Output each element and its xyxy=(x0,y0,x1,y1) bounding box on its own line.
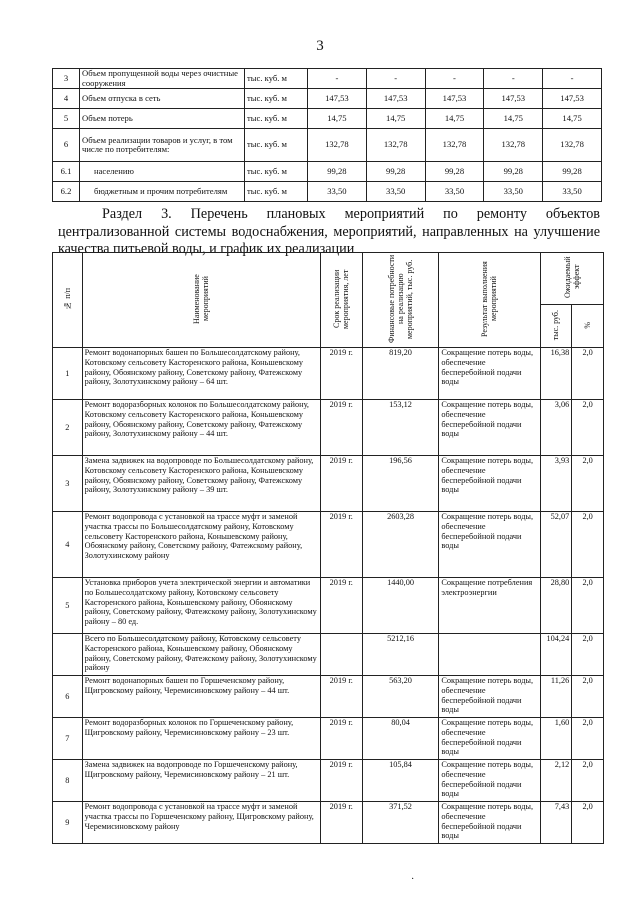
row-value: 99,28 xyxy=(484,162,543,182)
row-percent: 2,0 xyxy=(572,348,604,400)
row-value: - xyxy=(308,69,367,89)
table-row xyxy=(53,718,604,760)
row-unit: тыс. куб. м xyxy=(245,109,308,129)
row-percent: 2,0 xyxy=(572,512,604,578)
row-percent: 2,0 xyxy=(572,760,604,802)
header-effect-pct: % xyxy=(572,304,604,347)
section-heading: Раздел 3. Перечень плановых мероприятий по ремонту объектов централизованной системы водоснабжения, мероприятий, направленных на улучшение качества питьевой воды, и график их реализации xyxy=(58,206,600,257)
header-no: № п/п xyxy=(53,253,83,348)
header-name: Наименование мероприятий xyxy=(82,253,320,348)
table-row xyxy=(53,512,604,578)
row-number: 3 xyxy=(53,69,80,89)
row-value: 147,53 xyxy=(308,89,367,109)
row-value: 14,75 xyxy=(484,109,543,129)
row-cost: 196,56 xyxy=(362,456,439,512)
row-percent: 2,0 xyxy=(572,676,604,718)
row-term: 2019 г. xyxy=(320,718,362,760)
row-effect: 28,80 xyxy=(540,578,572,634)
row-value: 14,75 xyxy=(425,109,484,129)
row-number: 6 xyxy=(53,129,80,162)
row-value: - xyxy=(425,69,484,89)
row-term: 2019 г. xyxy=(320,760,362,802)
plan-table xyxy=(52,252,604,844)
header-effect-rub: тыс. руб. xyxy=(540,304,572,347)
row-name: Объем потерь xyxy=(80,109,245,129)
row-result: Сокращение потерь воды, обеспечение бесперебойной подачи воды xyxy=(439,802,540,844)
row-cost: 563,20 xyxy=(362,676,439,718)
row-value: 99,28 xyxy=(543,162,602,182)
row-value: 99,28 xyxy=(366,162,425,182)
header-effect: Ожидаемый эффект xyxy=(540,253,603,305)
row-value: 33,50 xyxy=(484,182,543,202)
row-effect: 2,12 xyxy=(540,760,572,802)
row-value: 132,78 xyxy=(366,129,425,162)
row-percent: 2,0 xyxy=(572,456,604,512)
row-percent: 2,0 xyxy=(572,400,604,456)
row-activity: Ремонт водопровода с установкой на трассе муфт и заменой участка трассы по Большесолдатскому району, Котовскому сельсовету Касторенского района, Коньшевскому району, Обоянскому району, Советскому району, Фатежскому району, Золотухинскому району xyxy=(82,512,320,578)
row-number: 5 xyxy=(53,578,83,634)
table-row xyxy=(53,182,602,202)
table-row xyxy=(53,109,602,129)
row-name: Объем реализации товаров и услуг, в том числе по потребителям: xyxy=(80,129,245,162)
row-result: Сокращение потерь воды, обеспечение бесперебойной подачи воды xyxy=(439,718,540,760)
row-percent: 2,0 xyxy=(572,718,604,760)
row-number: 5 xyxy=(53,109,80,129)
table-row xyxy=(53,69,602,89)
row-value: 14,75 xyxy=(308,109,367,129)
scan-dot: · xyxy=(411,874,415,885)
table-row xyxy=(53,89,602,109)
row-percent: 2,0 xyxy=(572,802,604,844)
row-activity: Ремонт водопровода с установкой на трассе муфт и заменой участка трассы по Горшеченскому району, Щигровскому району, Черемисиновскому району xyxy=(82,802,320,844)
row-number xyxy=(53,634,83,676)
row-result: Сокращение потерь воды, обеспечение бесперебойной подачи воды xyxy=(439,400,540,456)
row-term xyxy=(320,634,362,676)
row-activity: Ремонт водоразборных колонок по Большесолдатскому району, Котовскому сельсовету Касторенского района, Коньшевскому району, Обоянскому району, Советскому району, Фатежскому району, Золотухинскому району – 44 шт. xyxy=(82,400,320,456)
row-cost: 1440,00 xyxy=(362,578,439,634)
row-value: 14,75 xyxy=(543,109,602,129)
table-row xyxy=(53,676,604,718)
row-term: 2019 г. xyxy=(320,512,362,578)
table-row xyxy=(53,578,604,634)
row-effect: 1,60 xyxy=(540,718,572,760)
row-percent: 2,0 xyxy=(572,634,604,676)
row-unit: тыс. куб. м xyxy=(245,69,308,89)
row-cost: 153,12 xyxy=(362,400,439,456)
balance-table xyxy=(52,68,602,202)
row-cost: 105,84 xyxy=(362,760,439,802)
row-term: 2019 г. xyxy=(320,802,362,844)
row-number: 3 xyxy=(53,456,83,512)
row-activity: Ремонт водонапорных башен по Горшеченскому району, Щигровскому району, Черемисиновскому району – 44 шт. xyxy=(82,676,320,718)
row-number: 4 xyxy=(53,512,83,578)
row-value: 33,50 xyxy=(543,182,602,202)
table-row xyxy=(53,162,602,182)
row-value: - xyxy=(484,69,543,89)
row-result: Сокращение потерь воды, обеспечение бесперебойной подачи воды xyxy=(439,512,540,578)
row-value: 99,28 xyxy=(308,162,367,182)
page-number: 3 xyxy=(316,38,324,54)
row-term: 2019 г. xyxy=(320,578,362,634)
row-number: 6.1 xyxy=(53,162,80,182)
row-value: 33,50 xyxy=(425,182,484,202)
row-value: 132,78 xyxy=(543,129,602,162)
table-row xyxy=(53,400,604,456)
row-value: 132,78 xyxy=(425,129,484,162)
row-effect: 16,38 xyxy=(540,348,572,400)
row-effect: 52,07 xyxy=(540,512,572,578)
row-unit: тыс. куб. м xyxy=(245,89,308,109)
row-result: Сокращение потерь воды, обеспечение бесперебойной подачи воды xyxy=(439,456,540,512)
row-cost: 5212,16 xyxy=(362,634,439,676)
row-value: 33,50 xyxy=(308,182,367,202)
row-term: 2019 г. xyxy=(320,400,362,456)
row-effect: 7,43 xyxy=(540,802,572,844)
row-value: 147,53 xyxy=(543,89,602,109)
header-term: Срок реализации мероприятия, лет xyxy=(320,253,362,348)
row-name: Объем пропущенной воды через очистные сооружения xyxy=(80,69,245,89)
table-row xyxy=(53,129,602,162)
row-value: - xyxy=(366,69,425,89)
row-number: 6.2 xyxy=(53,182,80,202)
row-activity: Ремонт водоразборных колонок по Горшеченскому району, Щигровскому району, Черемисиновскому району – 23 шт. xyxy=(82,718,320,760)
row-value: 14,75 xyxy=(366,109,425,129)
row-cost: 80,04 xyxy=(362,718,439,760)
row-effect: 3,93 xyxy=(540,456,572,512)
row-name: Объем отпуска в сеть xyxy=(80,89,245,109)
row-cost: 2603,28 xyxy=(362,512,439,578)
row-result: Сокращение потерь воды, обеспечение бесперебойной подачи воды xyxy=(439,760,540,802)
row-value: 147,53 xyxy=(484,89,543,109)
row-term: 2019 г. xyxy=(320,676,362,718)
row-name: бюджетным и прочим потребителям xyxy=(80,182,245,202)
row-term: 2019 г. xyxy=(320,348,362,400)
row-effect: 104,24 xyxy=(540,634,572,676)
row-number: 4 xyxy=(53,89,80,109)
row-value: 132,78 xyxy=(308,129,367,162)
header-row xyxy=(53,253,604,305)
row-unit: тыс. куб. м xyxy=(245,129,308,162)
row-cost: 819,20 xyxy=(362,348,439,400)
table-row xyxy=(53,760,604,802)
row-unit: тыс. куб. м xyxy=(245,182,308,202)
row-unit: тыс. куб. м xyxy=(245,162,308,182)
row-result: Сокращение потерь воды, обеспечение бесперебойной подачи воды xyxy=(439,676,540,718)
row-activity: Установка приборов учета электрической энергии и автоматики по Большесолдатскому району, Котовскому сельсовету Касторенского района, Коньшевскому району, Обоянскому району, Советскому району, Фатежскому району, Золотухинскому району – 80 ед. xyxy=(82,578,320,634)
table-row xyxy=(53,348,604,400)
row-name: населению xyxy=(80,162,245,182)
header-cost: Финансовые потребности на реализацию мероприятий, тыс. руб. xyxy=(362,253,439,348)
row-number: 7 xyxy=(53,718,83,760)
row-activity: Всего по Большесолдатскому району, Котовскому сельсовету Касторенского района, Коньшевскому району, Обоянскому району, Советскому району, Фатежскому району, Золотухинскому району xyxy=(82,634,320,676)
row-number: 8 xyxy=(53,760,83,802)
header-result: Результат выполнения мероприятий xyxy=(439,253,540,348)
table-row xyxy=(53,456,604,512)
row-value: 132,78 xyxy=(484,129,543,162)
row-number: 6 xyxy=(53,676,83,718)
row-number: 9 xyxy=(53,802,83,844)
total-row xyxy=(53,634,604,676)
row-percent: 2,0 xyxy=(572,578,604,634)
row-number: 2 xyxy=(53,400,83,456)
row-value: 33,50 xyxy=(366,182,425,202)
row-value: 99,28 xyxy=(425,162,484,182)
row-activity: Ремонт водонапорных башен по Большесолдатскому району, Котовскому сельсовету Касторенского района, Коньшевскому району, Обоянскому району, Советскому району, Фатежскому району, Золотухинскому району – 64 шт. xyxy=(82,348,320,400)
row-activity: Замена задвижек на водопроводе по Большесолдатскому району, Котовскому сельсовету Касторенского района, Коньшевскому району, Обоянскому району, Советскому району, Фатежскому району, Золотухинскому району – 39 шт. xyxy=(82,456,320,512)
row-effect: 11,26 xyxy=(540,676,572,718)
row-number: 1 xyxy=(53,348,83,400)
row-value: 147,53 xyxy=(366,89,425,109)
row-result: Сокращение потребления электроэнергии xyxy=(439,578,540,634)
row-effect: 3,06 xyxy=(540,400,572,456)
table-row xyxy=(53,802,604,844)
row-activity: Замена задвижек на водопроводе по Горшеченскому району, Щигровскому району, Черемисиновскому району – 21 шт. xyxy=(82,760,320,802)
row-term: 2019 г. xyxy=(320,456,362,512)
row-cost: 371,52 xyxy=(362,802,439,844)
row-result: Сокращение потерь воды, обеспечение бесперебойной подачи воды xyxy=(439,348,540,400)
row-result xyxy=(439,634,540,676)
row-value: 147,53 xyxy=(425,89,484,109)
row-value: - xyxy=(543,69,602,89)
